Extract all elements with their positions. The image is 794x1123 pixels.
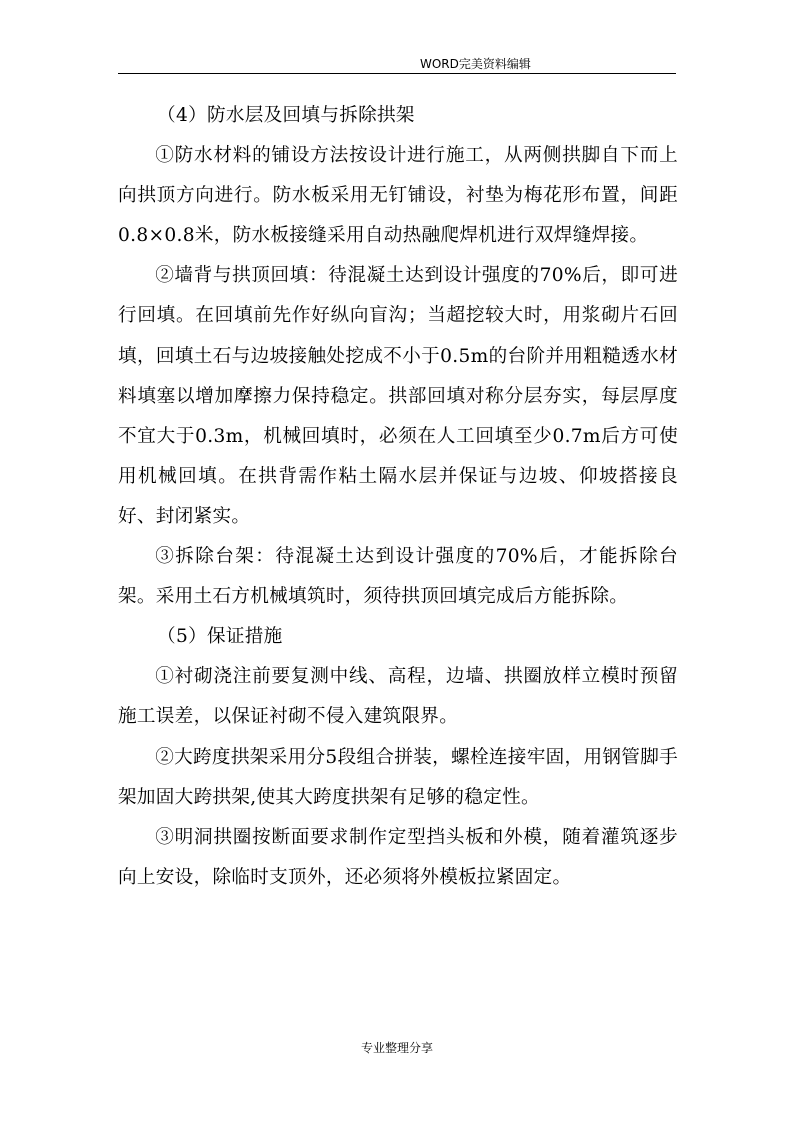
header-divider bbox=[118, 73, 676, 74]
paragraph-waterproof-material: ①防水材料的铺设方法按设计进行施工，从两侧拱脚自下而上向拱顶方向进行。防水板采用无钉铺设，衬垫为梅花形布置，间距0.8×0.8米，防水板接缝采用自动热融爬焊机进行双焊缝焊接。 bbox=[118, 145, 678, 247]
section-heading-waterproofing: （4）防水层及回填与拆除拱架 bbox=[157, 105, 415, 126]
paragraph-lining-survey: ①衬砌浇注前要复测中线、高程，边墙、拱圈放样立模时预留施工误差，以保证衬砌不侵入建筑限界。 bbox=[118, 666, 678, 728]
paragraph-remove-trestle: ③拆除台架：待混凝土达到设计强度的70%后，才能拆除台架。采用土石方机械填筑时，须待拱顶回填完成后方能拆除。 bbox=[118, 546, 678, 608]
paragraph-arch-formwork: ③明洞拱圈按断面要求制作定型挡头板和外模，随着灌筑逐步向上安设，除临时支顶外，还必须将外模板拉紧固定。 bbox=[118, 826, 678, 888]
document-body bbox=[118, 96, 678, 898]
paragraph-backfill: ②墙背与拱顶回填：待混凝土达到设计强度的70%后，即可进行回填。在回填前先作好纵向盲沟；当超挖较大时，用浆砌片石回填，回填土石与边坡接触处挖成不小于0.5m的台阶并用粗糙透水材料填塞以增加摩擦力保持稳定。拱部回填对称分层夯实，每层厚度不宜大于0.3m，机械回填时，必须在人工回填至少0.7m后方可使用机械回填。在拱背需作粘土隔水层并保证与边坡、仰坡搭接良好、封闭紧实。 bbox=[118, 265, 678, 527]
section-heading-guarantee: （5）保证措施 bbox=[157, 626, 283, 648]
paragraph-arch-frame: ②大跨度拱架采用分5段组合拼装，螺栓连接牢固，用钢管脚手架加固大跨拱架,使其大跨度拱架有足够的稳定性。 bbox=[118, 746, 678, 808]
page-footer: 专业整理分享 bbox=[360, 1041, 433, 1055]
page-header: WORD完美资料编辑 bbox=[420, 57, 531, 71]
